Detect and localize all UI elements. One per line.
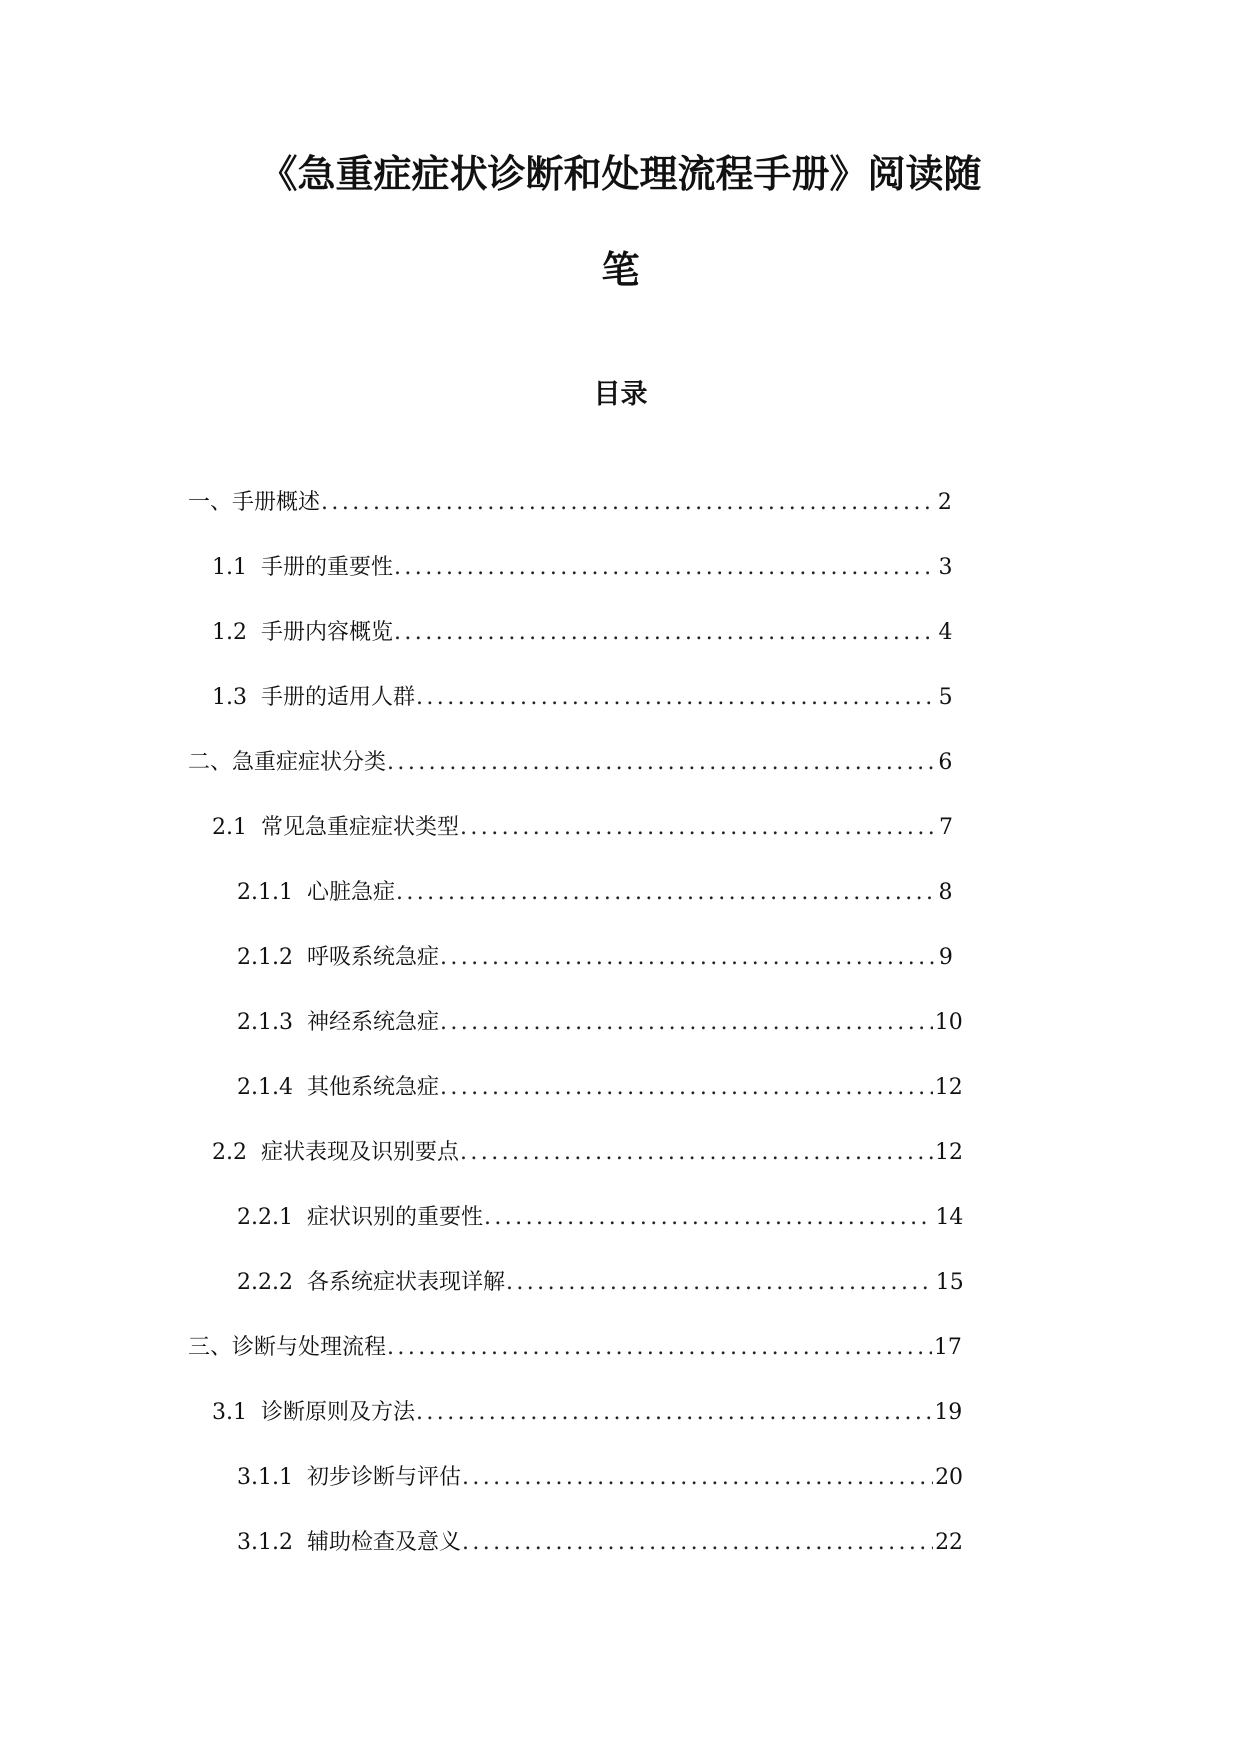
toc-entry-title: 手册的适用人群 [261, 685, 416, 710]
toc-entry-number: 2.1.3 [237, 1010, 293, 1035]
toc-entry-title: 常见急重症症状类型 [261, 815, 460, 840]
toc-entry-number: 2.1.2 [237, 945, 293, 970]
toc-entry[interactable] [237, 1526, 964, 1560]
toc-entry-number: 1.2 [212, 620, 247, 645]
toc-entry[interactable] [237, 876, 953, 910]
toc-entry-number: 2.2.2 [237, 1270, 293, 1295]
toc-entry-page-number: 7 [938, 815, 953, 840]
toc-entry[interactable] [188, 1331, 962, 1365]
toc-entry-page-number: 10 [934, 1010, 963, 1035]
toc-entry-title: 手册内容概览 [261, 620, 394, 645]
toc-entry-page-number: 8 [938, 880, 953, 905]
toc-entry-title: 心脏急症 [306, 880, 395, 905]
toc-entry[interactable] [237, 1461, 964, 1495]
toc-entry[interactable] [237, 941, 953, 975]
toc-leader-dots [460, 1136, 933, 1170]
toc-leader-dots [462, 1461, 933, 1495]
toc-entry-number: 1.3 [212, 685, 247, 710]
toc-entry-number: 2.2.1 [237, 1205, 293, 1230]
toc-leader-dots [440, 1071, 933, 1105]
toc-entry-page-number: 17 [933, 1335, 962, 1360]
toc-leader-dots [484, 1201, 933, 1235]
toc-entry-title: 其他系统急症 [306, 1075, 439, 1100]
toc-leader-dots [394, 551, 936, 585]
toc-leader-dots [460, 811, 937, 845]
toc-entry-page-number: 3 [938, 555, 953, 580]
toc-leader-dots [394, 616, 936, 650]
toc-leader-dots [506, 1266, 934, 1300]
toc-heading: 目录 [593, 379, 648, 410]
toc-entry[interactable] [212, 681, 953, 715]
toc-leader-dots [387, 746, 936, 780]
toc-entry[interactable] [212, 1136, 964, 1170]
toc-entry[interactable] [237, 1071, 963, 1105]
toc-entry-page-number: 20 [935, 1465, 964, 1490]
toc-entry-page-number: 4 [938, 620, 953, 645]
toc-entry[interactable] [237, 1266, 964, 1300]
toc-entry-page-number: 9 [938, 945, 953, 970]
toc-leader-dots [387, 1331, 932, 1365]
toc-leader-dots [440, 1006, 933, 1040]
toc-entry-title: 各系统症状表现详解 [306, 1270, 505, 1295]
toc-entry[interactable] [237, 1006, 963, 1040]
toc-entry[interactable] [188, 486, 952, 520]
document-title-line-2: 笔 [601, 248, 640, 292]
toc-entry[interactable] [212, 616, 953, 650]
toc-entry-title: 神经系统急症 [306, 1010, 439, 1035]
toc-entry-title: 呼吸系统急症 [306, 945, 439, 970]
toc-leader-dots [416, 681, 937, 715]
toc-entry-title: 症状表现及识别要点 [261, 1140, 460, 1165]
toc-entry-page-number: 14 [935, 1205, 964, 1230]
toc-entry-number: 三、 [188, 1335, 233, 1360]
toc-entry-number: 一、 [188, 490, 233, 515]
toc-leader-dots [462, 1526, 933, 1560]
toc-entry-number: 3.1.2 [237, 1530, 293, 1555]
toc-entry-page-number: 12 [934, 1075, 963, 1100]
toc-entry-number: 2.1.1 [237, 880, 293, 905]
toc-entry-title: 辅助检查及意义 [306, 1530, 461, 1555]
toc-entry-number: 1.1 [212, 555, 247, 580]
toc-entry-page-number: 12 [935, 1140, 964, 1165]
toc-entry[interactable] [212, 551, 953, 585]
toc-entry-title: 诊断与处理流程 [232, 1335, 387, 1360]
toc-entry-number: 2.1.4 [237, 1075, 293, 1100]
toc-entry-number: 3.1.1 [237, 1465, 293, 1490]
toc-entry-title: 手册的重要性 [261, 555, 394, 580]
toc-entry-number: 2.1 [212, 815, 247, 840]
toc-entry-page-number: 2 [937, 490, 952, 515]
toc-entry-title: 初步诊断与评估 [306, 1465, 461, 1490]
toc-entry[interactable] [188, 746, 953, 780]
toc-leader-dots [416, 1396, 932, 1430]
toc-entry-title: 症状识别的重要性 [306, 1205, 483, 1230]
toc-entry[interactable] [237, 1201, 964, 1235]
toc-entry-page-number: 15 [935, 1270, 964, 1295]
toc-entry-page-number: 5 [938, 685, 953, 710]
toc-entry[interactable] [212, 1396, 963, 1430]
toc-leader-dots [321, 486, 936, 520]
toc-leader-dots [396, 876, 936, 910]
document-title-line-1: 《急重症症状诊断和处理流程手册》阅读随 [259, 152, 982, 196]
toc-entry-number: 二、 [188, 750, 233, 775]
toc-entry-title: 诊断原则及方法 [261, 1400, 416, 1425]
toc-entry-page-number: 6 [938, 750, 953, 775]
toc-entry-page-number: 19 [934, 1400, 963, 1425]
toc-entry-title: 手册概述 [232, 490, 321, 515]
toc-entry-page-number: 22 [935, 1530, 964, 1555]
toc-entry-number: 3.1 [212, 1400, 247, 1425]
toc-entry[interactable] [212, 811, 953, 845]
toc-entry-number: 2.2 [212, 1140, 247, 1165]
toc-leader-dots [440, 941, 937, 975]
toc-entry-title: 急重症症状分类 [232, 750, 387, 775]
